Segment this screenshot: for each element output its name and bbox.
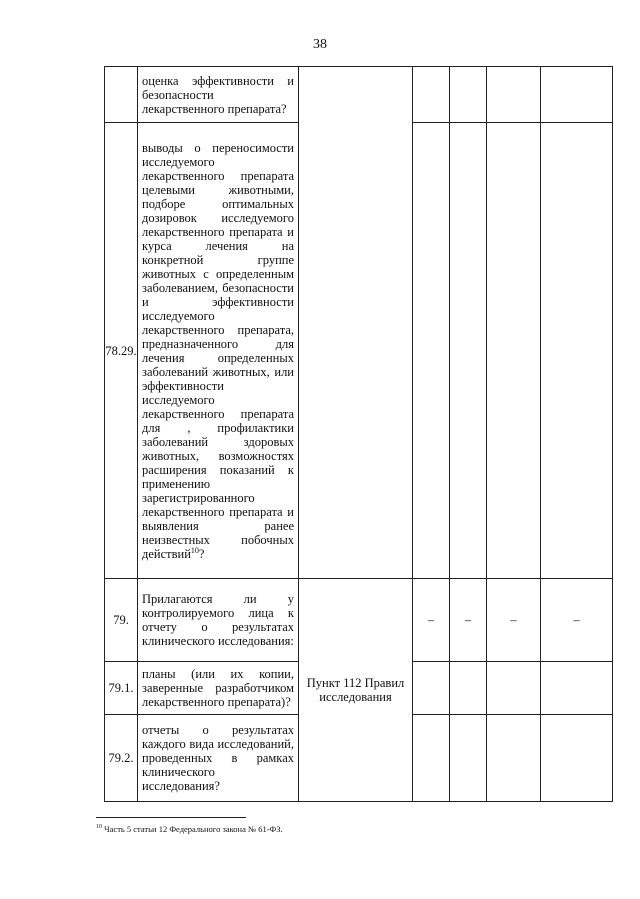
answer-cell — [413, 662, 450, 715]
row-number: 79.2. — [105, 715, 138, 802]
answer-cell — [541, 662, 613, 715]
answer-cell: – — [413, 579, 450, 662]
answer-cell — [487, 67, 541, 123]
footnote — [96, 824, 283, 835]
row-number — [105, 67, 138, 123]
answer-cell: – — [541, 579, 613, 662]
question-text: отчеты о результатах каждого вида исследований, проведенных в рамках клинического исследования? — [138, 715, 299, 802]
row-number: 79.1. — [105, 662, 138, 715]
legal-reference: Пункт 112 Правил исследования — [299, 579, 413, 802]
footnote-divider — [96, 817, 246, 818]
answer-cell — [413, 123, 450, 579]
question-text: Прилагаются ли у контролируемого лица к отчету о результатах клинического исследования: — [138, 579, 299, 662]
row-number: 79. — [105, 579, 138, 662]
footnote-mark: 10 — [96, 824, 102, 831]
footnote-ref: 10 — [190, 545, 199, 555]
table-row — [105, 579, 613, 662]
answer-cell — [450, 715, 487, 802]
answer-cell — [413, 67, 450, 123]
answer-cell: – — [450, 579, 487, 662]
answer-cell — [450, 123, 487, 579]
answer-cell — [541, 715, 613, 802]
footnote-text: Часть 5 статьи 12 Федерального закона № 61-ФЗ. — [104, 824, 283, 834]
answer-cell: – — [487, 579, 541, 662]
legal-reference — [299, 67, 413, 579]
answer-cell — [450, 662, 487, 715]
answer-cell — [541, 123, 613, 579]
question-text: планы (или их копии, заверенные разработчиком лекарственного препарата)? — [138, 662, 299, 715]
checklist-table — [104, 66, 613, 802]
answer-cell — [487, 715, 541, 802]
answer-cell — [413, 715, 450, 802]
row-number: 78.29. — [105, 123, 138, 579]
answer-cell — [487, 662, 541, 715]
page-number: 38 — [313, 37, 327, 52]
question-text: выводы о переносимости исследуемого лекарственного препарата целевыми животными, подборе оптимальных дозировок исследуемого лекарственного препарата и курса лечения на конкретной группе животных с определенным заболеванием, безопасности и эффективности исследуемого лекарственного препарата, предназначенного для лечения определенных заболеваний животных, или эффективности исследуемого лекарственного препарата для , профилактики заболеваний здоровых животных, возможностях расширения показаний к применению зарегистрированного лекарственного препарата и выявления ранее неизвестных побочных действий$^{10}$? — [138, 123, 299, 579]
answer-cell — [487, 123, 541, 579]
answer-cell — [541, 67, 613, 123]
table-row — [105, 67, 613, 123]
question-text: оценка эффективности и безопасности лекарственного препарата? — [138, 67, 299, 123]
answer-cell — [450, 67, 487, 123]
